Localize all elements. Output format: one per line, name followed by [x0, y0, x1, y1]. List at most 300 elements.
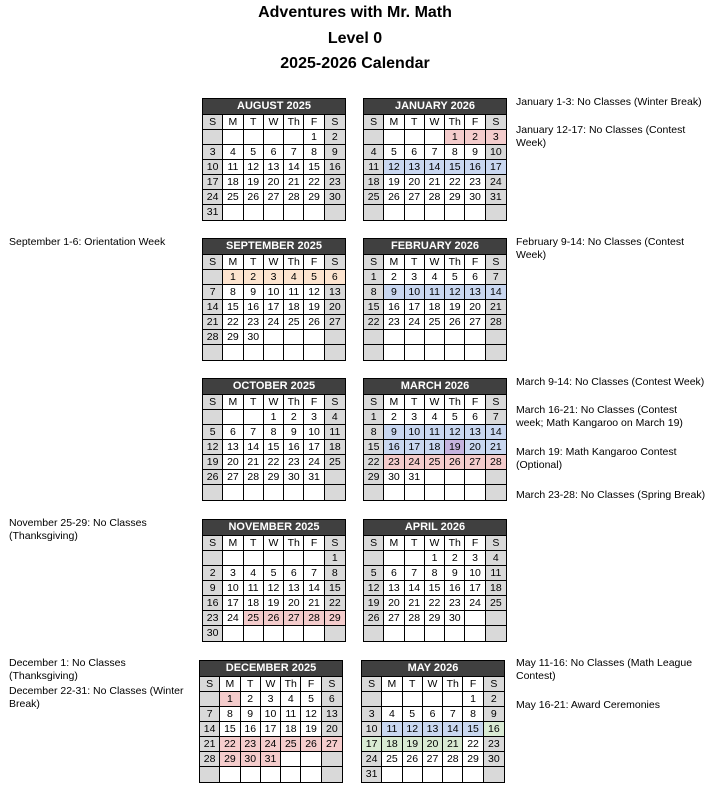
calendar-day: 5	[203, 425, 223, 440]
calendar-empty-cell	[325, 485, 345, 500]
calendar-day: 9	[445, 566, 465, 581]
calendar-empty-cell	[325, 205, 345, 220]
calendar-empty-cell	[403, 767, 423, 782]
note-march-contest: March 9-14: No Classes (Contest Week)	[516, 376, 705, 388]
calendar-day: 5	[445, 410, 465, 425]
page-title: Adventures with Mr. Math	[258, 4, 452, 21]
weekday-label: W	[423, 677, 443, 692]
calendar-day: 15	[223, 300, 243, 315]
calendar-empty-cell	[425, 470, 445, 485]
calendar-day: 15	[425, 581, 445, 596]
calendar-day: 6	[325, 270, 345, 285]
calendar-day: 10	[264, 285, 284, 300]
calendar-empty-cell	[200, 692, 220, 707]
calendar-empty-cell	[223, 485, 243, 500]
calendar-empty-cell	[304, 551, 324, 566]
calendar-day: 22	[220, 737, 240, 752]
calendar-day: 9	[325, 145, 345, 160]
weekday-label: F	[465, 536, 485, 551]
calendar-day: 13	[223, 440, 243, 455]
calendar-day: 24	[486, 175, 506, 190]
calendar-day: 25	[244, 611, 264, 626]
calendar-day: 25	[281, 737, 301, 752]
calendar-day: 11	[364, 160, 384, 175]
calendar-day: 6	[384, 566, 404, 581]
calendar-day: 7	[425, 145, 445, 160]
calendar-day: 4	[382, 707, 402, 722]
calendar-empty-cell	[465, 611, 485, 626]
calendar-month-title: DECEMBER 2025	[200, 661, 342, 677]
calendar-april-2026	[363, 519, 507, 642]
calendar-empty-cell	[384, 485, 404, 500]
calendar-october-2025	[202, 378, 346, 501]
calendar-empty-cell	[465, 205, 485, 220]
calendar-day: 26	[364, 611, 384, 626]
calendar-empty-cell	[244, 130, 264, 145]
calendar-day: 21	[200, 737, 220, 752]
weekday-label: S	[203, 255, 223, 270]
calendar-day: 7	[405, 566, 425, 581]
calendar-empty-cell	[484, 767, 504, 782]
calendar-day: 10	[203, 160, 223, 175]
calendar-empty-cell	[203, 270, 223, 285]
calendar-day: 18	[425, 440, 445, 455]
calendar-day: 24	[465, 596, 485, 611]
calendar-empty-cell	[223, 205, 243, 220]
calendar-day: 27	[284, 611, 304, 626]
calendar-day-grid	[203, 115, 345, 220]
calendar-empty-cell	[301, 767, 321, 782]
calendar-empty-cell	[364, 205, 384, 220]
weekday-label: W	[425, 115, 445, 130]
calendar-empty-cell	[443, 692, 463, 707]
calendar-day: 13	[423, 722, 443, 737]
calendar-empty-cell	[425, 345, 445, 360]
calendar-day: 29	[223, 330, 243, 345]
note-march-kangaroo: March 19: Math Kangaroo Contest (Optional)	[516, 446, 677, 471]
note-december-thanksgiving: December 1: No Classes (Thanksgiving)	[9, 657, 126, 682]
calendar-day: 6	[264, 145, 284, 160]
calendar-day: 29	[304, 190, 324, 205]
weekday-label: T	[241, 677, 261, 692]
calendar-empty-cell	[264, 345, 284, 360]
calendar-day: 16	[244, 300, 264, 315]
calendar-month-title: APRIL 2026	[364, 520, 506, 536]
calendar-day: 28	[200, 752, 220, 767]
calendar-january-2026	[363, 98, 507, 221]
calendar-empty-cell	[364, 551, 384, 566]
calendar-empty-cell	[281, 752, 301, 767]
weekday-label: S	[203, 395, 223, 410]
calendar-day-grid	[362, 677, 504, 782]
calendar-month-title: SEPTEMBER 2025	[203, 239, 345, 255]
calendar-day: 8	[220, 707, 240, 722]
calendar-day: 26	[301, 737, 321, 752]
calendar-empty-cell	[244, 626, 264, 641]
calendar-march-2026	[363, 378, 507, 501]
calendar-day: 11	[325, 425, 345, 440]
weekday-label: S	[486, 395, 506, 410]
calendar-empty-cell	[384, 551, 404, 566]
calendar-empty-cell	[465, 485, 485, 500]
calendar-day: 6	[465, 410, 485, 425]
calendar-day: 31	[405, 470, 425, 485]
calendar-day: 25	[486, 596, 506, 611]
calendar-empty-cell	[284, 485, 304, 500]
calendar-day: 16	[384, 440, 404, 455]
calendar-empty-cell	[203, 485, 223, 500]
calendar-day: 1	[364, 270, 384, 285]
calendar-day-grid	[203, 536, 345, 641]
calendar-empty-cell	[362, 692, 382, 707]
calendar-day: 9	[244, 285, 264, 300]
calendar-empty-cell	[223, 551, 243, 566]
calendar-empty-cell	[301, 752, 321, 767]
calendar-may-2026	[361, 660, 505, 783]
calendar-day: 23	[445, 596, 465, 611]
calendar-day-grid	[364, 536, 506, 641]
calendar-empty-cell	[364, 485, 384, 500]
calendar-empty-cell	[405, 626, 425, 641]
note-november-thanksgiving: November 25-29: No Classes (Thanksgiving)	[9, 517, 147, 542]
calendar-day: 20	[384, 596, 404, 611]
weekday-label: Th	[443, 677, 463, 692]
calendar-day: 13	[322, 707, 342, 722]
calendar-day: 5	[301, 692, 321, 707]
calendar-day: 7	[284, 145, 304, 160]
calendar-day: 17	[362, 737, 382, 752]
calendar-empty-cell	[203, 410, 223, 425]
calendar-empty-cell	[304, 626, 324, 641]
calendar-day: 13	[284, 581, 304, 596]
calendar-day: 18	[382, 737, 402, 752]
calendar-day: 29	[425, 611, 445, 626]
calendar-day: 25	[364, 190, 384, 205]
calendar-day: 17	[405, 440, 425, 455]
calendar-day: 21	[304, 596, 324, 611]
calendar-day: 12	[445, 425, 465, 440]
calendar-empty-cell	[403, 692, 423, 707]
calendar-day: 12	[364, 581, 384, 596]
weekday-label: Th	[284, 115, 304, 130]
calendar-day: 4	[244, 566, 264, 581]
calendar-day: 24	[405, 315, 425, 330]
note-september-orientation: September 1-6: Orientation Week	[9, 236, 166, 248]
calendar-day: 30	[484, 752, 504, 767]
calendar-day: 26	[403, 752, 423, 767]
calendar-day: 15	[445, 160, 465, 175]
calendar-day: 26	[203, 470, 223, 485]
calendar-day: 1	[364, 410, 384, 425]
calendar-day: 12	[264, 581, 284, 596]
calendar-day: 19	[264, 596, 284, 611]
calendar-day: 27	[405, 190, 425, 205]
calendar-day: 5	[403, 707, 423, 722]
calendar-day: 15	[364, 440, 384, 455]
weekday-label: S	[325, 115, 345, 130]
calendar-day: 1	[325, 551, 345, 566]
calendar-empty-cell	[264, 485, 284, 500]
calendar-day-grid	[364, 115, 506, 220]
calendar-november-2025	[202, 519, 346, 642]
calendar-day: 28	[486, 455, 506, 470]
weekday-label: S	[203, 115, 223, 130]
calendar-day: 17	[486, 160, 506, 175]
weekday-label: T	[244, 395, 264, 410]
calendar-day: 27	[423, 752, 443, 767]
calendar-day: 5	[384, 145, 404, 160]
calendar-day: 7	[304, 566, 324, 581]
calendar-empty-cell	[465, 330, 485, 345]
calendar-day: 20	[465, 440, 485, 455]
calendar-day: 8	[304, 145, 324, 160]
calendar-empty-cell	[284, 130, 304, 145]
calendar-day: 31	[203, 205, 223, 220]
calendar-day: 1	[425, 551, 445, 566]
calendar-day: 27	[264, 190, 284, 205]
calendar-day: 6	[284, 566, 304, 581]
calendar-empty-cell	[465, 626, 485, 641]
weekday-label: F	[465, 115, 485, 130]
calendar-day: 4	[325, 410, 345, 425]
calendar-day: 13	[465, 425, 485, 440]
calendar-day: 22	[425, 596, 445, 611]
calendar-day: 14	[304, 581, 324, 596]
weekday-label: W	[264, 255, 284, 270]
calendar-day: 3	[465, 551, 485, 566]
calendar-month-title: MAY 2026	[362, 661, 504, 677]
calendar-day: 24	[261, 737, 281, 752]
calendar-day: 16	[484, 722, 504, 737]
calendar-day-grid	[203, 255, 345, 360]
calendar-september-2025	[202, 238, 346, 361]
weekday-label: T	[405, 115, 425, 130]
calendar-day: 17	[405, 300, 425, 315]
calendar-day: 9	[465, 145, 485, 160]
calendar-day: 8	[364, 285, 384, 300]
note-march-kangaroo-week: March 16-21: No Classes (Contest week; Math Kangaroo on March 19)	[516, 404, 683, 429]
calendar-day: 2	[384, 270, 404, 285]
note-march-spring: March 23-28: No Classes (Spring Break)	[516, 489, 706, 501]
calendar-empty-cell	[203, 345, 223, 360]
calendar-day: 23	[203, 611, 223, 626]
calendar-empty-cell	[322, 752, 342, 767]
calendar-day: 24	[405, 455, 425, 470]
weekday-label: M	[220, 677, 240, 692]
calendar-day: 28	[203, 330, 223, 345]
calendar-day: 15	[220, 722, 240, 737]
calendar-day: 4	[284, 270, 304, 285]
calendar-day-grid	[364, 395, 506, 500]
calendar-day: 7	[486, 410, 506, 425]
calendar-day: 14	[405, 581, 425, 596]
calendar-day: 13	[325, 285, 345, 300]
weekday-label: T	[244, 115, 264, 130]
calendar-day: 27	[223, 470, 243, 485]
weekday-label: Th	[284, 536, 304, 551]
weekday-label: W	[264, 536, 284, 551]
calendar-august-2025	[202, 98, 346, 221]
calendar-day: 8	[325, 566, 345, 581]
calendar-day: 21	[486, 440, 506, 455]
level-title: Level 0	[327, 30, 383, 47]
weekday-label: S	[362, 677, 382, 692]
calendar-day: 10	[405, 425, 425, 440]
weekday-label: S	[364, 395, 384, 410]
calendar-day: 14	[425, 160, 445, 175]
calendar-empty-cell	[384, 345, 404, 360]
calendar-day: 18	[486, 581, 506, 596]
calendar-empty-cell	[384, 130, 404, 145]
calendar-day: 9	[241, 707, 261, 722]
weekday-label: Th	[445, 115, 465, 130]
calendar-day: 17	[261, 722, 281, 737]
calendar-day: 22	[364, 455, 384, 470]
calendar-day: 28	[443, 752, 463, 767]
calendar-empty-cell	[203, 551, 223, 566]
calendar-day: 30	[325, 190, 345, 205]
calendar-empty-cell	[220, 767, 240, 782]
weekday-label: T	[405, 395, 425, 410]
weekday-label: Th	[284, 395, 304, 410]
calendar-day: 22	[264, 455, 284, 470]
calendar-day: 16	[203, 596, 223, 611]
calendar-day: 18	[364, 175, 384, 190]
calendar-empty-cell	[304, 330, 324, 345]
weekday-label: T	[405, 255, 425, 270]
calendar-empty-cell	[284, 345, 304, 360]
calendar-day: 16	[241, 722, 261, 737]
calendar-empty-cell	[325, 345, 345, 360]
calendar-day: 22	[223, 315, 243, 330]
calendar-empty-cell	[264, 130, 284, 145]
calendar-day: 29	[264, 470, 284, 485]
note-may-league: May 11-16: No Classes (Math League Contest)	[516, 657, 693, 682]
calendar-day: 16	[465, 160, 485, 175]
calendar-day: 6	[465, 270, 485, 285]
calendar-empty-cell	[405, 205, 425, 220]
weekday-label: M	[382, 677, 402, 692]
weekday-label: F	[465, 255, 485, 270]
calendar-day: 21	[284, 175, 304, 190]
calendar-day: 14	[443, 722, 463, 737]
year-title: 2025-2026 Calendar	[280, 55, 430, 72]
weekday-label: S	[325, 536, 345, 551]
calendar-month-title: AUGUST 2025	[203, 99, 345, 115]
calendar-empty-cell	[486, 611, 506, 626]
calendar-day: 10	[405, 285, 425, 300]
calendar-day: 14	[284, 160, 304, 175]
calendar-day: 8	[425, 566, 445, 581]
calendar-day: 22	[325, 596, 345, 611]
calendar-empty-cell	[244, 551, 264, 566]
calendar-day: 5	[304, 270, 324, 285]
calendar-empty-cell	[486, 205, 506, 220]
calendar-day: 20	[223, 455, 243, 470]
calendar-day: 16	[445, 581, 465, 596]
calendar-day: 3	[223, 566, 243, 581]
weekday-label: S	[325, 395, 345, 410]
weekday-label: Th	[445, 395, 465, 410]
calendar-day: 2	[465, 130, 485, 145]
calendar-day: 28	[284, 190, 304, 205]
calendar-day: 29	[463, 752, 483, 767]
calendar-empty-cell	[445, 485, 465, 500]
calendar-empty-cell	[486, 626, 506, 641]
calendar-day: 19	[203, 455, 223, 470]
calendar-day: 23	[384, 315, 404, 330]
calendar-day: 11	[281, 707, 301, 722]
weekday-label: W	[264, 395, 284, 410]
calendar-empty-cell	[322, 767, 342, 782]
calendar-day: 4	[486, 551, 506, 566]
weekday-label: W	[264, 115, 284, 130]
calendar-empty-cell	[223, 410, 243, 425]
calendar-day: 24	[264, 315, 284, 330]
calendar-day: 8	[445, 145, 465, 160]
calendar-day: 2	[384, 410, 404, 425]
calendar-month-title: MARCH 2026	[364, 379, 506, 395]
calendar-day: 2	[484, 692, 504, 707]
calendar-day: 12	[203, 440, 223, 455]
calendar-day: 23	[384, 455, 404, 470]
calendar-day: 14	[200, 722, 220, 737]
calendar-empty-cell	[405, 130, 425, 145]
calendar-day: 2	[244, 270, 264, 285]
calendar-day: 27	[465, 315, 485, 330]
calendar-day: 12	[304, 285, 324, 300]
weekday-label: Th	[445, 255, 465, 270]
calendar-day: 2	[445, 551, 465, 566]
calendar-day: 19	[445, 440, 465, 455]
calendar-empty-cell	[203, 130, 223, 145]
weekday-label: F	[465, 395, 485, 410]
calendar-day: 9	[384, 285, 404, 300]
weekday-label: W	[425, 536, 445, 551]
calendar-day: 25	[223, 190, 243, 205]
calendar-empty-cell	[425, 205, 445, 220]
calendar-empty-cell	[445, 626, 465, 641]
weekday-label: M	[223, 255, 243, 270]
calendar-day: 21	[486, 300, 506, 315]
calendar-empty-cell	[284, 626, 304, 641]
calendar-day: 22	[364, 315, 384, 330]
calendar-day: 25	[325, 455, 345, 470]
calendar-day: 25	[425, 455, 445, 470]
calendar-day: 2	[325, 130, 345, 145]
calendar-empty-cell	[281, 767, 301, 782]
calendar-day: 15	[364, 300, 384, 315]
note-january-winter: January 1-3: No Classes (Winter Break)	[516, 96, 702, 108]
calendar-day: 29	[325, 611, 345, 626]
calendar-day: 11	[284, 285, 304, 300]
calendar-empty-cell	[425, 330, 445, 345]
calendar-day: 30	[241, 752, 261, 767]
calendar-empty-cell	[384, 330, 404, 345]
calendar-day: 11	[223, 160, 243, 175]
calendar-day: 16	[325, 160, 345, 175]
weekday-label: M	[384, 395, 404, 410]
calendar-day: 8	[463, 707, 483, 722]
calendar-empty-cell	[264, 551, 284, 566]
calendar-empty-cell	[244, 410, 264, 425]
calendar-day: 11	[244, 581, 264, 596]
weekday-label: Th	[281, 677, 301, 692]
calendar-day: 18	[325, 440, 345, 455]
weekday-label: M	[384, 115, 404, 130]
calendar-empty-cell	[465, 345, 485, 360]
weekday-label: F	[304, 536, 324, 551]
